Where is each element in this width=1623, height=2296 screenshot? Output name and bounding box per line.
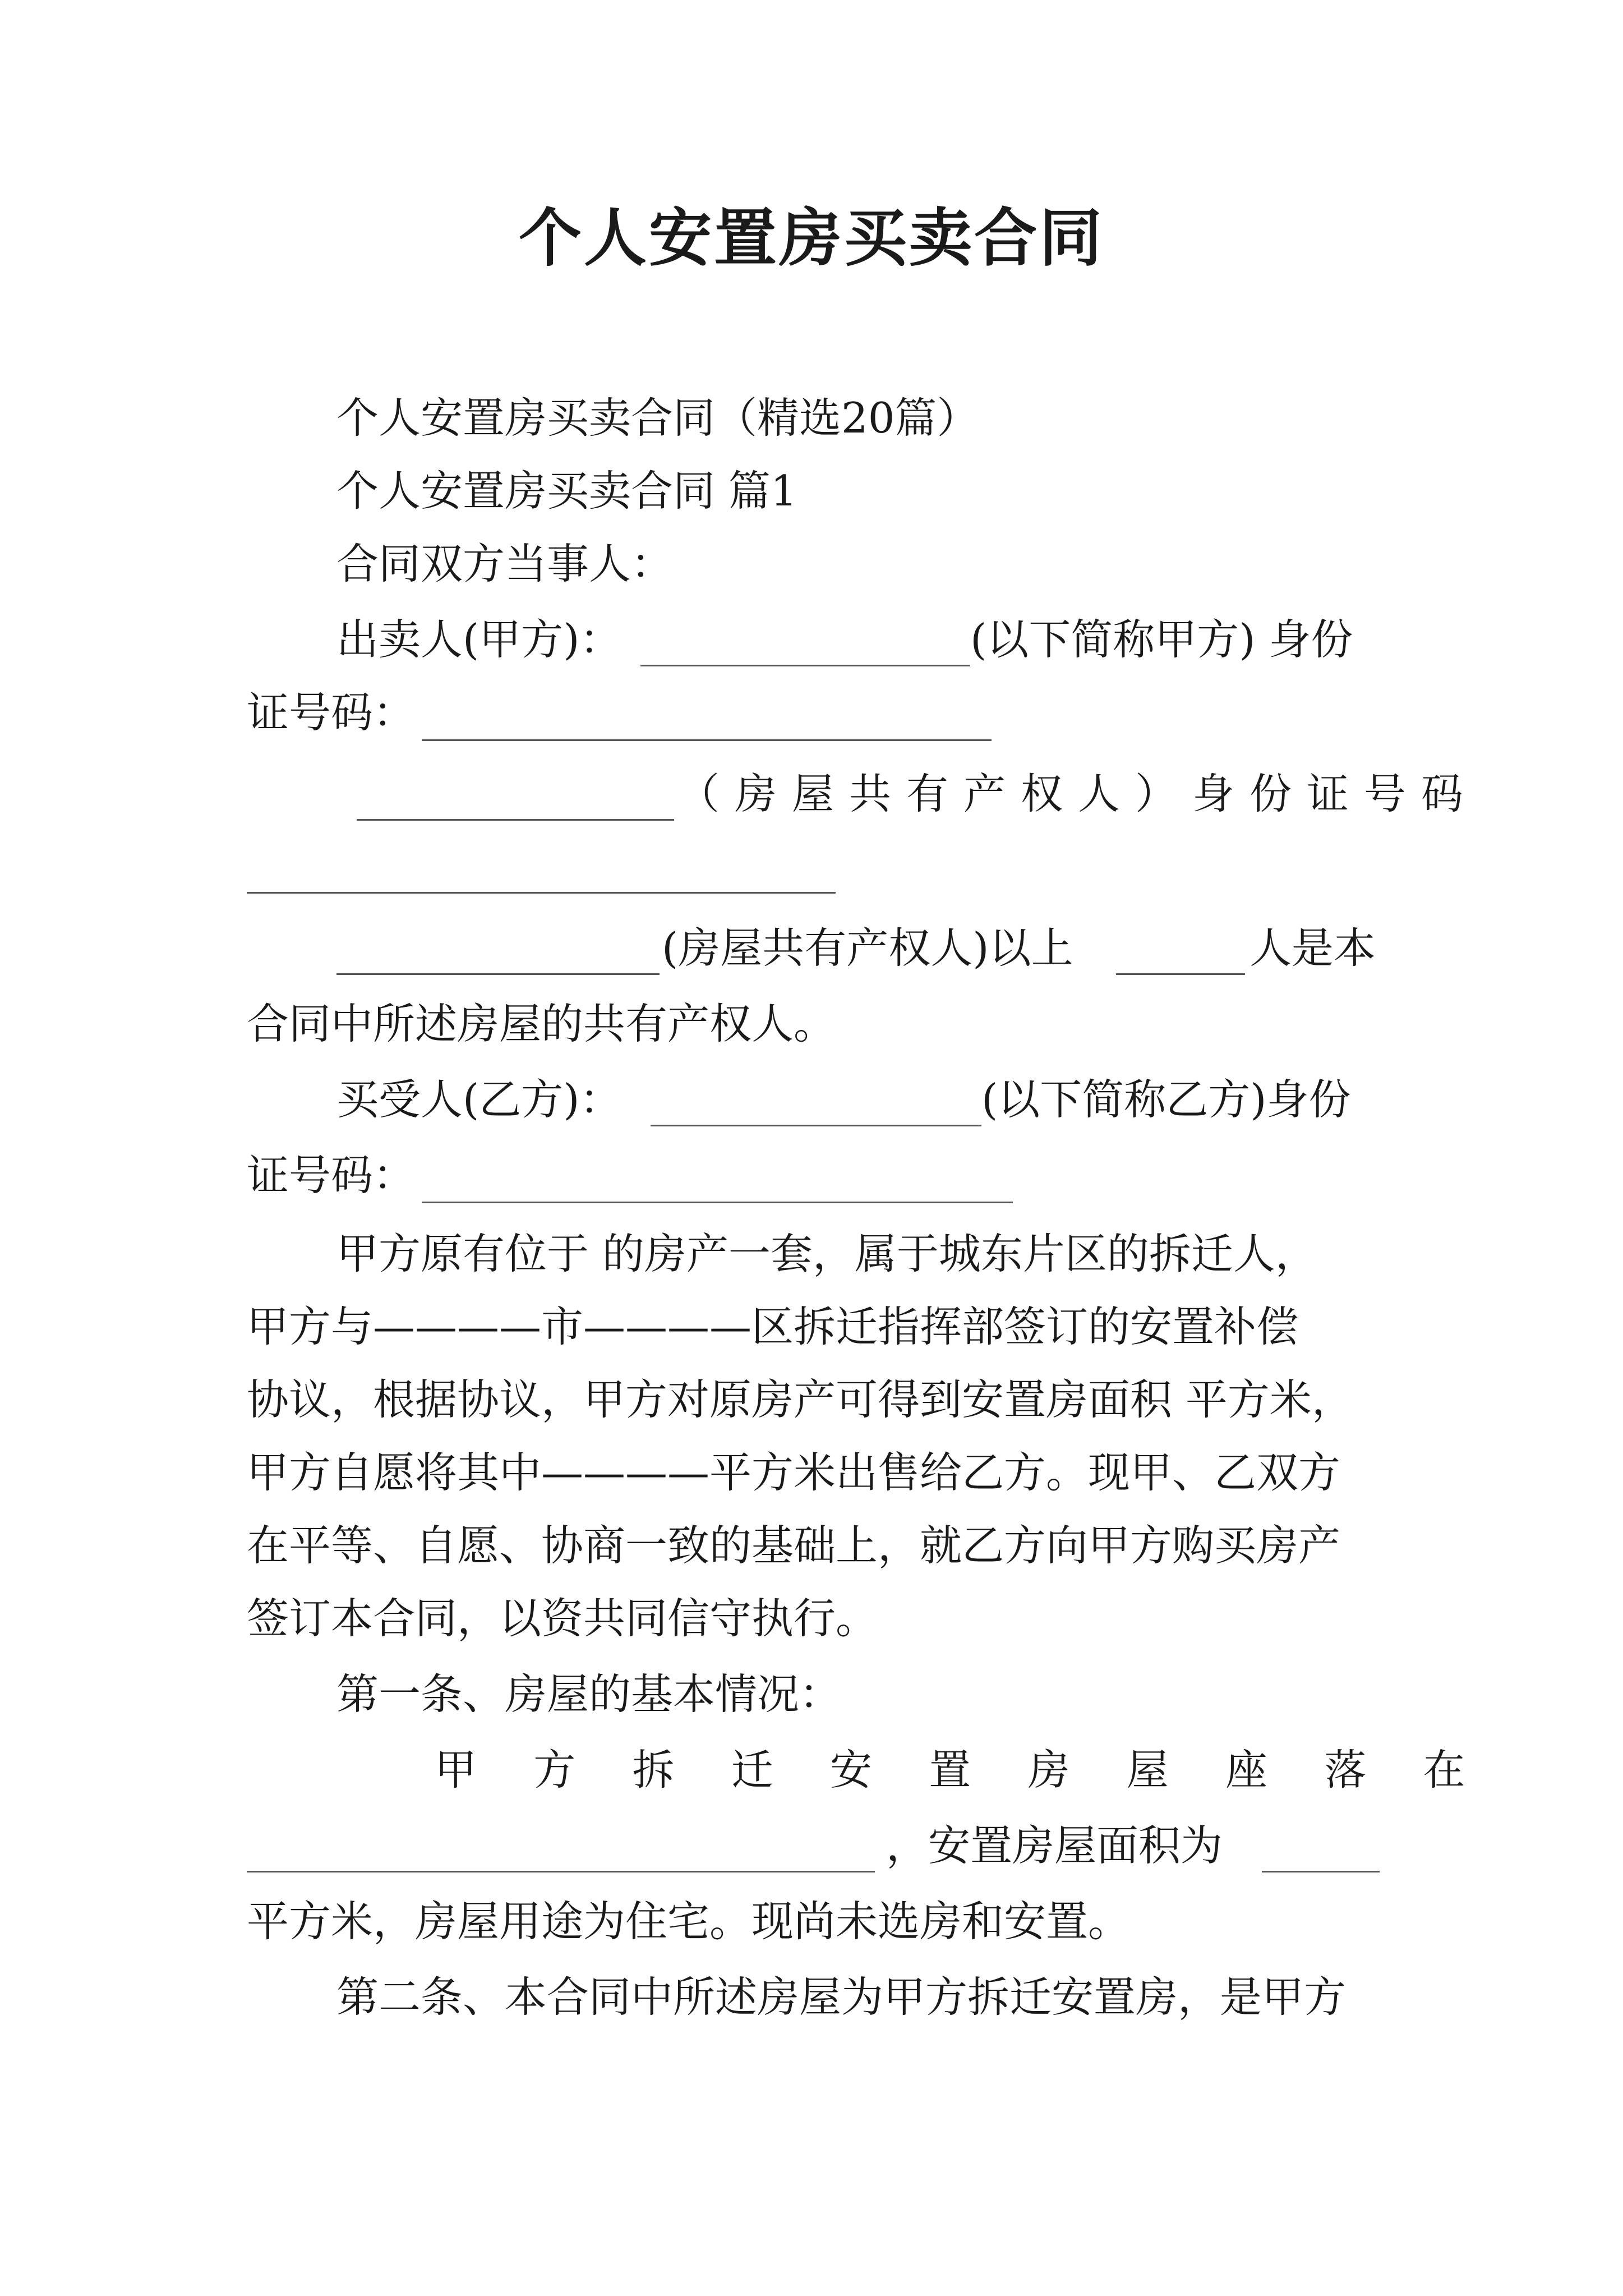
coowner-count-blank (1116, 973, 1245, 975)
seller-name-blank (640, 665, 970, 666)
paragraph-line: 甲方与————市————区拆迁指挥部签订的安置补偿 (247, 1302, 1299, 1351)
seller-label: 出卖人(甲方)： (336, 615, 622, 664)
paragraph-line: 协议，根据协议，甲方对原房产可得到安置房面积 平方米， (247, 1375, 1354, 1424)
coowner-id-label: （房屋共有产权人）身份证号码 (677, 769, 1479, 818)
seller-id-blank (422, 739, 992, 741)
seller-id-label: 证号码： (247, 688, 416, 737)
buyer-abbrev-text: (以下简称乙方)身份 (981, 1075, 1351, 1124)
buyer-id-blank (422, 1202, 1013, 1203)
buyer-name-blank (651, 1125, 981, 1126)
document-title: 个人安置房买卖合同 (519, 201, 1104, 275)
buyer-id-label: 证号码： (247, 1151, 416, 1200)
section-heading: 个人安置房买卖合同 篇1 (336, 466, 797, 516)
article-one-heading: 第一条、房屋的基本情况： (336, 1669, 842, 1719)
paragraph-line: 签订本合同，以资共同信守执行。 (247, 1594, 878, 1643)
paragraph-line: 甲方原有位于 的房产一套，属于城东片区的拆迁人， (336, 1229, 1317, 1278)
paragraph-line: 平方米，房屋用途为住宅。现尚未选房和安置。 (247, 1897, 1131, 1946)
area-blank (1262, 1871, 1380, 1872)
paragraph-line: 甲方自愿将其中————平方米出售给乙方。现甲、乙双方 (247, 1448, 1341, 1497)
coowner-count-suffix: 人是本 (1249, 923, 1376, 973)
paragraph-line: 甲方拆迁安置房屋座落在 (435, 1745, 1522, 1795)
coowner-id-blank (247, 892, 836, 894)
seller-abbrev-text: (以下简称甲方) 身份 (970, 615, 1353, 664)
area-label: ，安置房屋面积为 (886, 1821, 1223, 1870)
paragraph-line: 合同中所述房屋的共有产权人。 (247, 999, 836, 1048)
coowner2-name-blank (336, 973, 660, 975)
coowner-name-blank (357, 819, 674, 821)
property-location-blank (247, 1871, 875, 1872)
subtitle-line: 个人安置房买卖合同（精选20篇） (336, 393, 979, 443)
coowner-count-text: (房屋共有产权人)以上 (662, 923, 1073, 973)
parties-heading: 合同双方当事人： (336, 539, 674, 588)
article-two-heading: 第二条、本合同中所述房屋为甲方拆迁安置房，是甲方 (336, 1972, 1347, 2022)
buyer-label: 买受人(乙方)： (336, 1075, 622, 1124)
paragraph-line: 在平等、自愿、协商一致的基础上，就乙方向甲方购买房产 (247, 1521, 1341, 1570)
